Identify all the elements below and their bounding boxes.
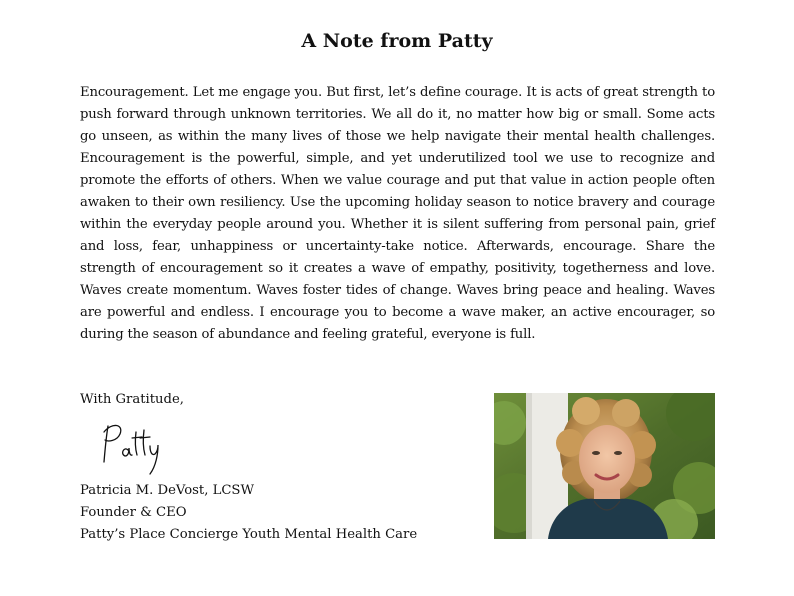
closing-line: With Gratitude, <box>80 392 184 407</box>
letter-body: Encouragement. Let me engage you. But first, let’s define courage. It is acts of great strength to push forward through unknown territories. We all do it, no matter how big or small. Some acts go unseen, as within the many lives of those we help navigate their mental health challenges. Encouragement is the powerful, simple, and yet underutilized tool we use to recognize and promote the efforts of others. When we value courage and put that value in action people often awaken to their own resiliency. Use the upcoming holiday season to notice bravery and courage within the everyday people around you. Whether it is silent suffering from personal pain, grief and loss, fear, unhappiness or uncertainty-take notice. Afterwards, encourage. Share the strength of encouragement so it creates a wave of empathy, positivity, togetherness and love. Waves create momentum. Waves foster tides of change. Waves bring peace and healing. Waves are powerful and endless. I encourage you to become a wave maker, an active encourager, so during the season of abundance and feeling grateful, everyone is full. <box>80 85 715 342</box>
signature-block <box>80 480 417 546</box>
handwritten-signature <box>98 418 178 478</box>
signer-organization: Patty’s Place Concierge Youth Mental Health Care <box>80 527 418 542</box>
signer-role: Founder & CEO <box>80 505 187 520</box>
page-title: A Note from Patty <box>301 30 493 52</box>
signer-name: Patricia M. DeVost, LCSW <box>80 483 255 498</box>
portrait-photo <box>494 393 715 539</box>
